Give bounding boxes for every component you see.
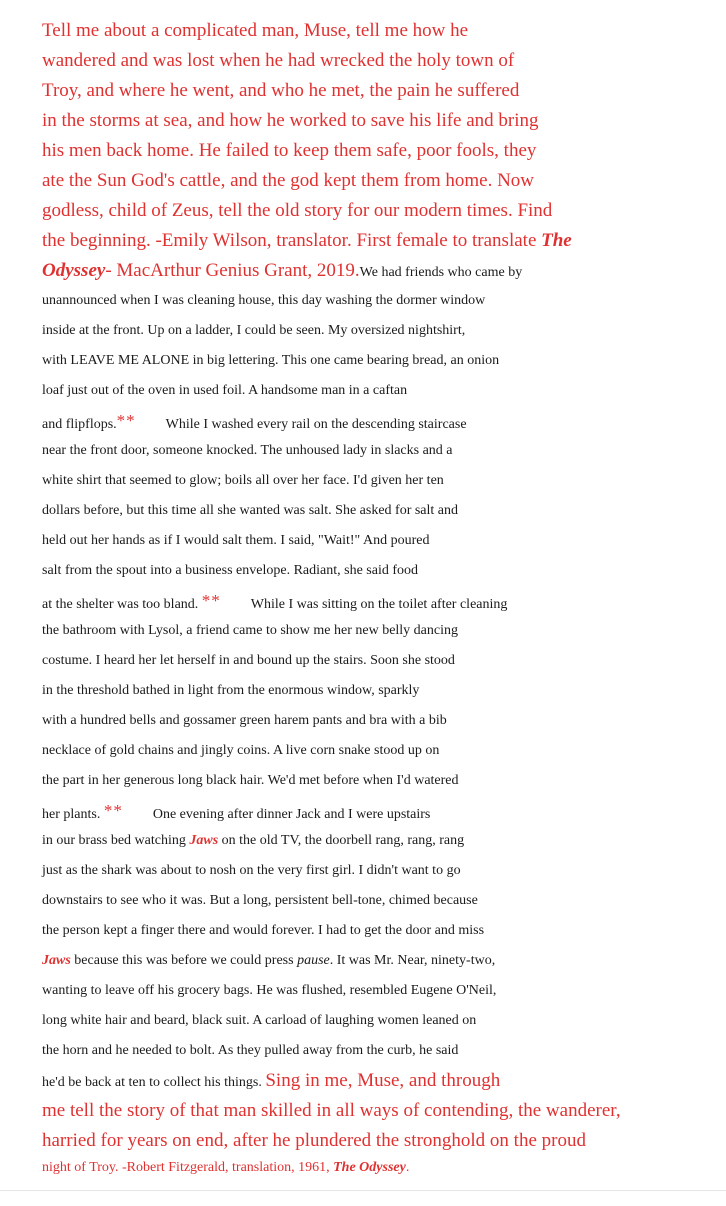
body-text: We had friends who came by [359, 265, 523, 280]
body-text: While I washed every rail on the descending staircase [165, 417, 467, 432]
closing-attribution: night of Troy. -Robert Fitzgerald, translation, 1961, [42, 1160, 334, 1175]
poem-line: the person kept a finger there and would forever. I had to get the door and miss [42, 923, 485, 938]
poem-line: just as the shark was about to nosh on the very first girl. I didn't want to go [42, 863, 461, 878]
epigraph-line: Troy, and where he went, and who he met, the pain he suffered [42, 80, 520, 101]
poem-line [42, 256, 682, 286]
section-break-asterisks: ** [201, 591, 221, 610]
poem-line: the horn and he needed to bolt. As they pulled away from the curb, he said [42, 1043, 459, 1058]
poem-line: inside at the front. Up on a ladder, I could be seen. My oversized nightshirt, [42, 323, 466, 338]
epigraph-line [42, 226, 682, 256]
poem-line: held out her hands as if I would salt them. I said, "Wait!" And poured [42, 533, 430, 548]
poem-line: salt from the spout into a business envelope. Radiant, she said food [42, 563, 418, 578]
body-text: at the shelter was too bland. [42, 597, 199, 612]
epigraph-line: in the storms at sea, and how he worked to save his life and bring [42, 110, 539, 131]
poem-line: long white hair and beard, black suit. A carload of laughing women leaned on [42, 1013, 477, 1028]
poem-page [42, 16, 682, 1180]
poem-line: downstairs to see who it was. But a long, persistent bell-tone, chimed because [42, 893, 478, 908]
poem-line: unannounced when I was cleaning house, this day washing the dormer window [42, 293, 486, 308]
pause-word: pause [297, 953, 330, 968]
book-title: The [541, 230, 572, 251]
closing-period: . [405, 1160, 410, 1175]
epigraph-line: ate the Sun God's cattle, and the god kept them from home. Now [42, 170, 535, 191]
poem-line [42, 796, 682, 826]
closing-line [42, 1156, 682, 1180]
section-break-asterisks: ** [103, 801, 123, 820]
epigraph-line: godless, child of Zeus, tell the old story for our modern times. Find [42, 200, 553, 221]
body-text: . It was Mr. Near, ninety-two, [329, 953, 496, 968]
closing-quote: Sing in me, Muse, and through [265, 1070, 501, 1091]
section-break-asterisks: ** [116, 411, 136, 430]
poem-line: the part in her generous long black hair. We'd met before when I'd watered [42, 773, 459, 788]
poem-line: wanting to leave off his grocery bags. He was flushed, resembled Eugene O'Neil, [42, 983, 497, 998]
poem-line: with LEAVE ME ALONE in big lettering. This one came bearing bread, an onion [42, 353, 500, 368]
poem-line: near the front door, someone knocked. The unhoused lady in slacks and a [42, 443, 453, 458]
film-title: Jaws [189, 833, 219, 848]
book-title: The Odyssey [333, 1160, 406, 1175]
epigraph-award: - MacArthur Genius Grant, 2019. [105, 260, 360, 281]
epigraph-line: wandered and was lost when he had wrecked the holy town of [42, 50, 515, 71]
book-title: Odyssey [42, 260, 106, 281]
body-text: he'd be back at ten to collect his things. [42, 1075, 266, 1090]
film-title: Jaws [42, 953, 71, 968]
poem-line: in the threshold bathed in light from the enormous window, sparkly [42, 683, 420, 698]
poem-line [42, 946, 682, 976]
epigraph-line: his men back home. He failed to keep them safe, poor fools, they [42, 140, 537, 161]
poem-line [42, 586, 682, 616]
poem-line: loaf just out of the oven in used foil. A handsome man in a caftan [42, 383, 408, 398]
poem-line: dollars before, but this time all she wanted was salt. She asked for salt and [42, 503, 459, 518]
poem-text [42, 16, 682, 1180]
poem-line [42, 826, 682, 856]
epigraph-line: Tell me about a complicated man, Muse, tell me how he [42, 20, 469, 41]
epigraph-attribution: the beginning. -Emily Wilson, translator. First female to translate [42, 230, 542, 251]
body-text: One evening after dinner Jack and I were upstairs [152, 807, 431, 822]
body-text: While I was sitting on the toilet after cleaning [250, 597, 508, 612]
body-text: her plants. [42, 807, 101, 822]
poem-line [42, 406, 682, 436]
closing-line: me tell the story of that man skilled in all ways of contending, the wanderer, [42, 1100, 621, 1121]
poem-line: white shirt that seemed to glow; boils all over her face. I'd given her ten [42, 473, 444, 488]
poem-line: necklace of gold chains and jingly coins. A live corn snake stood up on [42, 743, 440, 758]
poem-line: costume. I heard her let herself in and bound up the stairs. Soon she stood [42, 653, 455, 668]
bottom-divider [0, 1190, 726, 1191]
body-text: because this was before we could press [70, 953, 298, 968]
closing-line: harried for years on end, after he plundered the stronghold on the proud [42, 1130, 586, 1151]
poem-line [42, 1066, 682, 1096]
poem-line: the bathroom with Lysol, a friend came to show me her new belly dancing [42, 623, 459, 638]
poem-line: with a hundred bells and gossamer green harem pants and bra with a bib [42, 713, 447, 728]
body-text: on the old TV, the doorbell rang, rang, rang [218, 833, 465, 848]
body-text: and flipflops. [42, 417, 117, 432]
body-text: in our brass bed watching [42, 833, 190, 848]
